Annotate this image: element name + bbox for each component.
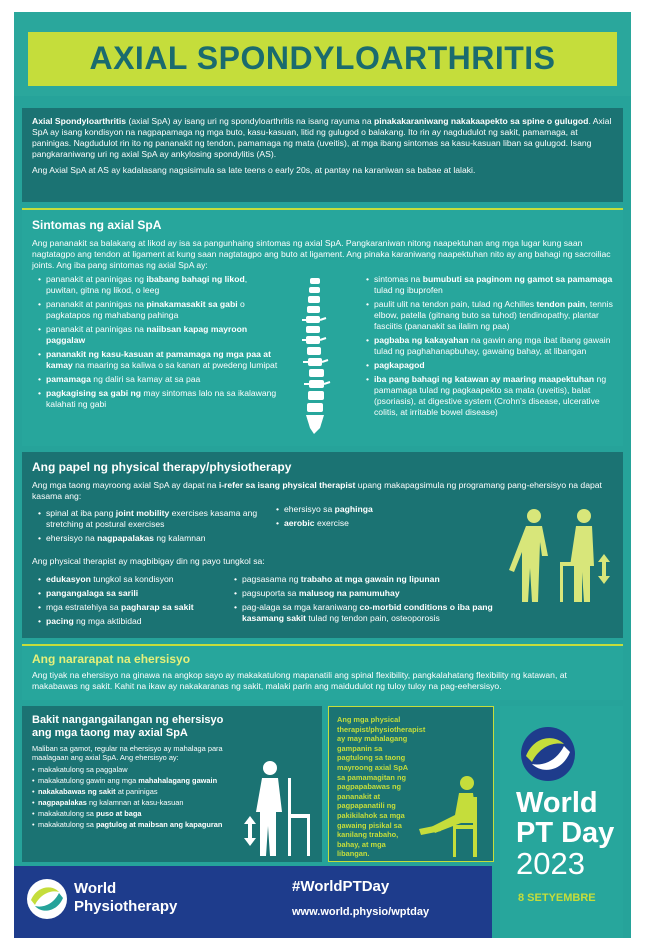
org-name-line-1: World bbox=[74, 880, 117, 897]
website-link[interactable]: www.world.physio/wptday bbox=[292, 906, 430, 918]
list-item: • nagpapalakas ng kalamnan at kasu-kasuan bbox=[32, 798, 244, 807]
list-item: • aerobic exercise bbox=[278, 518, 418, 529]
world-pt-day-logo-icon bbox=[520, 726, 576, 782]
list-item: • pagkapagod bbox=[368, 360, 623, 371]
org-name-line-2: Physiotherapy bbox=[74, 898, 178, 915]
list-item: • pagbaba ng kakayahan na gawin ang mga ibat ibang gawain tulad ng paghahanapbuhay, gawaing bahay, at libangan bbox=[368, 335, 623, 357]
why-exercise-intro: Maliban sa gamot, regular na ehersisyo ay mahalaga para maalagaan ang axial SpA. Ang ehersisyo ay: bbox=[32, 744, 223, 762]
exercise-text: Ang tiyak na ehersisyo na ginawa na angkop sayo ay makakatulong mapanatili ang spinal flexibility, pangkalahatang flexibility ng katawan, at makabawas ng sakit. Kahit na ikaw ay nakakaranas ng sakit, malaki parin ang maidudulot ng tuloy tuloy na pag-eehersisyo. bbox=[32, 670, 567, 691]
list-item: • pacing ng mga aktibidad bbox=[40, 616, 230, 627]
list-item: • iba pang bahagi ng katawan ay maaring maapektuhan ng pamamaga tulad ng pagkaapekto sa mata (uveitis), balat (psoriasis), at digestive system (Crohn's disease, ulcerative colitis, at irritable bowel disease) bbox=[368, 374, 623, 418]
intro-section bbox=[22, 108, 623, 202]
footer bbox=[14, 866, 492, 938]
physio-intro: Ang mga taong mayroong axial SpA ay dapat na i-refer sa isang physical therapist upang makapagsimula ng programang pang-ehersisyo na dapat kasama ang: bbox=[32, 480, 602, 501]
symptoms-intro: Ang pananakit sa balakang at likod ay isa sa pangunhaing sintomas ng axial SpA. Pangkaraniwan nitong naapektuhan ang mga lugar kung saan nagtatagpo ang tendon at ligament at kung saan nagtatagpo ang buto at ligament. Ang pinaka karaniwang naapektuhan nito ay ang bahagi ng sacroiliac joints. Ang iba pang sintomas ng axial SpA ay: bbox=[32, 238, 611, 270]
event-title-line-2: PT Day bbox=[516, 817, 615, 849]
list-item: • paulit ulit na tendon pain, tulad ng Achilles tendon pain, tennis elbow, patella (gitnang buto sa tuhod) tendinopathy, plantar fasciitis (pananakit sa ilalim ng paa) bbox=[368, 299, 623, 332]
quote-text: Ang mga physical therapist/physiotherapist ay may mahalagang gampanin sa pagtulong sa taong mayroong axial SpA sa pamamagitan ng pagpapabawas ng pananakit at pagpapanatili ng pakikilahok sa mga gawaing pisikal sa kanilang trabaho, bahay, at mga libangan. bbox=[337, 715, 426, 859]
intro-paragraph-1: Axial Spondyloarthritis (axial SpA) ay isang uri ng spondyloarthritis na isang rayuma na pinakakaraniwang nakakaapekto sa spine o gulugod. Axial SpA ay isang kondisyon na nagpapamaga ng mga buto, kasu-kasuan, litid ng gulugod o balakang. Ito rin ay nagdudulot ng sakit, pamamaga, at paninigas. Nagdudulot rin ito ng pananakit ng tendon, pamamaga ng mata (uveitis), at mga ibang sintomas sa kasu-kasuan liban sa gulugod. Isang pangkaraniwang uri ng axial SpA ay ankylosing spondylitis (AS). bbox=[32, 116, 612, 159]
list-item: • spinal at iba pang joint mobility exercises kasama ang stretching at postural exercises bbox=[40, 508, 270, 530]
list-item: • nakakabawas ng sakit at paninigas bbox=[32, 787, 244, 796]
exercise-section bbox=[22, 644, 623, 700]
list-item: • makakatulong sa pagtulog at maibsan ang kapaguran bbox=[32, 820, 244, 829]
exercise-list-right bbox=[270, 504, 418, 532]
list-item: • makakatulong sa puso at baga bbox=[32, 809, 244, 818]
exercise-title: Ang nararapat na ehersisyo bbox=[32, 652, 191, 666]
list-item: • ehersisyo sa paghinga bbox=[278, 504, 418, 515]
symptoms-right-list bbox=[360, 274, 623, 421]
list-item: • pananakit at paninigas ng ibabang bahagi ng likod, puwitan, gitna ng likod, o leeg bbox=[40, 274, 278, 296]
list-item: • pananakit at paninigas na pinakamasakit sa gabi o pagkatapos ng mahabang pahinga bbox=[40, 299, 278, 321]
list-item: • pagkagising sa gabi ng may sintomas lalo na sa ikalawang kalahati ng gabi bbox=[40, 388, 278, 410]
advice-list-right bbox=[228, 574, 496, 627]
list-item: • pananakit at paninigas na naiibsan kapag mayroon paggalaw bbox=[40, 324, 278, 346]
list-item: • pagsuporta sa malusog na pamumuhay bbox=[236, 588, 496, 599]
physio-title: Ang papel ng physical therapy/physiotherapy bbox=[32, 460, 292, 474]
quote-box bbox=[328, 706, 494, 862]
event-year: 2023 bbox=[516, 846, 585, 881]
page-title: AXIAL SPONDYLOARTHRITIS bbox=[89, 40, 556, 76]
symptoms-left-list bbox=[32, 274, 278, 413]
list-item: • pananakit ng kasu-kasuan at pamamaga ng mga paa at kamay na maaring sa kaliwa o sa kanan at pwedeng lumipat bbox=[40, 349, 278, 371]
person-standing-chair-icon bbox=[244, 758, 318, 858]
list-item: • sintomas na bumubuti sa paginom ng gamot sa pamamaga tulad ng ibuprofen bbox=[368, 274, 623, 296]
list-item: • pagsasama ng trabaho at mga gawain ng lipunan bbox=[236, 574, 496, 585]
list-item: • mga estratehiya sa pagharap sa sakit bbox=[40, 602, 230, 613]
seated-leg-exercise-icon bbox=[413, 767, 491, 859]
world-pt-day-panel bbox=[500, 706, 623, 938]
exercise-list-left bbox=[32, 508, 270, 547]
therapist-patient-icon bbox=[504, 504, 616, 604]
world-physiotherapy-logo-icon bbox=[26, 878, 68, 920]
symptoms-section bbox=[22, 208, 623, 446]
header bbox=[14, 12, 631, 96]
advice-intro: Ang physical therapist ay magbibigay din ng payo tungkol sa: bbox=[32, 556, 265, 566]
list-item: • pangangalaga sa sarili bbox=[40, 588, 230, 599]
list-item: • pamamaga ng daliri sa kamay at sa paa bbox=[40, 374, 278, 385]
intro-paragraph-2: Ang Axial SpA at AS ay kadalasang nagsisimula sa late teens o early 20s, at pantay na karaniwan sa babae at lalaki. bbox=[32, 165, 476, 175]
event-date: 8 SETYEMBRE bbox=[518, 892, 596, 904]
list-item: • makakatulong gawin ang mga mahahalagang gawain bbox=[32, 776, 244, 785]
list-item: • makakatulong sa paggalaw bbox=[32, 765, 244, 774]
poster bbox=[14, 12, 631, 938]
hashtag: #WorldPTDay bbox=[292, 878, 390, 895]
why-exercise-section bbox=[22, 706, 322, 862]
advice-list-left bbox=[32, 574, 230, 630]
list-item: • edukasyon tungkol sa kondisyon bbox=[40, 574, 230, 585]
event-title-line-1: World bbox=[516, 787, 598, 819]
list-item: • pag-alaga sa mga karaniwang co-morbid conditions o iba pang kasamang sakit tulad ng tendon pain, osteoporosis bbox=[236, 602, 496, 624]
why-exercise-list bbox=[32, 765, 244, 829]
list-item: • ehersisyo na nagpapalakas ng kalamnan bbox=[40, 533, 270, 544]
spine-icon bbox=[294, 276, 334, 436]
why-exercise-title: Bakit nangangailangan ng ehersisyo ang mga taong may axial SpA bbox=[32, 714, 224, 739]
symptoms-title: Sintomas ng axial SpA bbox=[32, 218, 162, 232]
physio-section bbox=[22, 452, 623, 638]
